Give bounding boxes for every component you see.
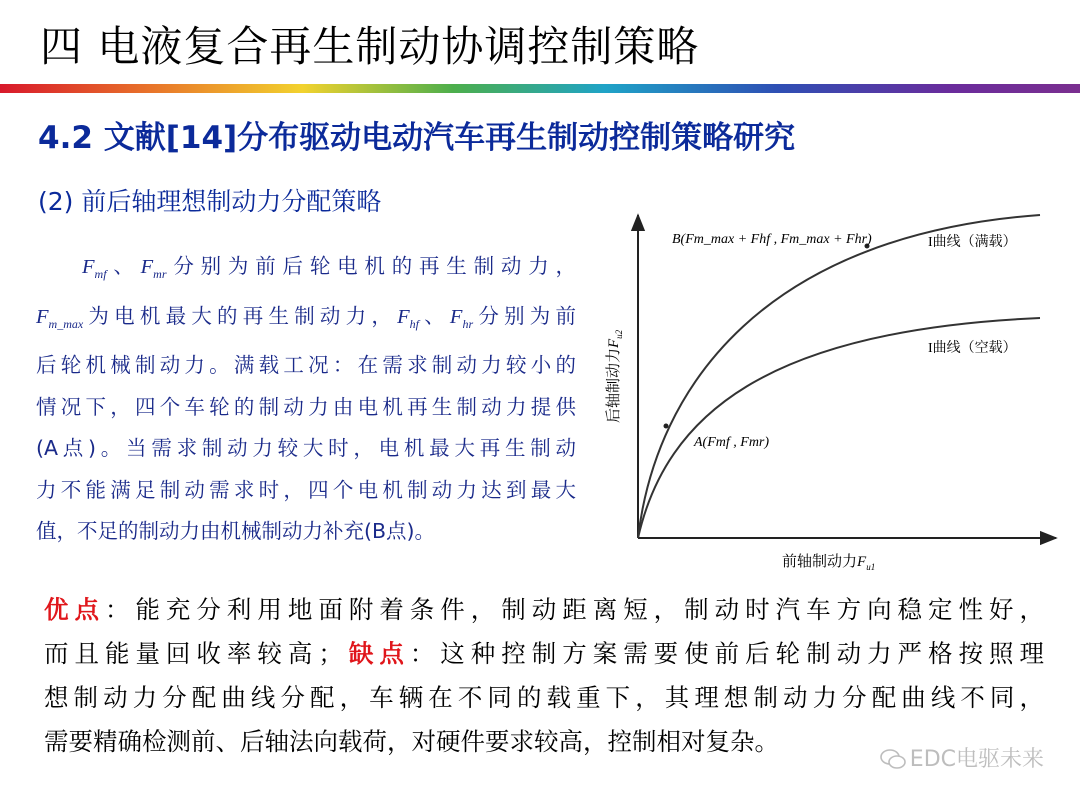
paragraph-line-7: 值，不足的制动力由机械制动力补充(B点)。: [36, 519, 436, 544]
point-a-label: A(Fmf , Fmr): [694, 435, 770, 450]
paragraph-line-1: $F_{mf}$、$F_{mr}$分别为前后轮电机的再生制动力，: [82, 254, 577, 282]
y-axis-label: 后轴制动力$F_{u2}$: [606, 329, 624, 423]
pros-label: 优点: [44, 595, 105, 624]
point-b-label: B(Fm_max + Fhf , Fm_max + Fhr): [672, 232, 872, 247]
pros-cons-block: [44, 588, 1044, 764]
slide-subtitle: 4.2 文献[14]分布驱动电动汽车再生制动控制策略研究: [38, 120, 796, 156]
paragraph-line-3: 后轮机械制动力。满载工况：在需求制动力较小的: [36, 353, 576, 378]
curve-empty-load-label: I曲线（空载）: [928, 341, 1017, 356]
paragraph-line-4: 情况下，四个车轮的制动力由电机再生制动力提供: [36, 394, 576, 419]
pros-cons-line-1: 优点：能充分利用地面附着条件，制动距离短，制动时汽车方向稳定性好，: [44, 595, 1044, 624]
pros-cons-line-3: 想制动力分配曲线分配，车辆在不同的载重下，其理想制动力分配曲线不同，: [44, 683, 1044, 712]
paragraph-line-6: 力不能满足制动需求时，四个电机制动力达到最大: [36, 477, 576, 502]
watermark: EDC电驱未来: [880, 742, 1044, 773]
curve-full-load-label: I曲线（满载）: [928, 235, 1017, 250]
wechat-icon: [880, 749, 906, 769]
rainbow-divider: [0, 84, 1080, 93]
slide-title: 四 电液复合再生制动协调控制策略: [40, 22, 700, 71]
cons-label: 缺点: [342, 639, 410, 668]
x-axis-label: 前轴制动力$F_{u1}$: [782, 554, 876, 572]
paragraph-line-5: (A点)。当需求制动力较大时，电机最大再生制动: [36, 436, 576, 461]
description-paragraph: [36, 246, 576, 553]
point-a-marker: [664, 424, 669, 429]
pros-cons-line-2: 而且能量回收率较高；缺点：这种控制方案需要使前后轮制动力严格按照理: [44, 639, 1044, 668]
i-curve-full-load: [638, 215, 1040, 538]
section-heading: (2) 前后轴理想制动力分配策略: [38, 187, 382, 216]
pros-cons-line-4: 需要精确检测前、后轴法向载荷，对硬件要求较高，控制相对复杂。: [44, 727, 779, 756]
braking-force-diagram: [596, 205, 1062, 585]
paragraph-line-2: $F_{m\_max}$为电机最大的再生制动力，$F_{hf}$、$F_{hr}$分别为前: [36, 303, 577, 331]
